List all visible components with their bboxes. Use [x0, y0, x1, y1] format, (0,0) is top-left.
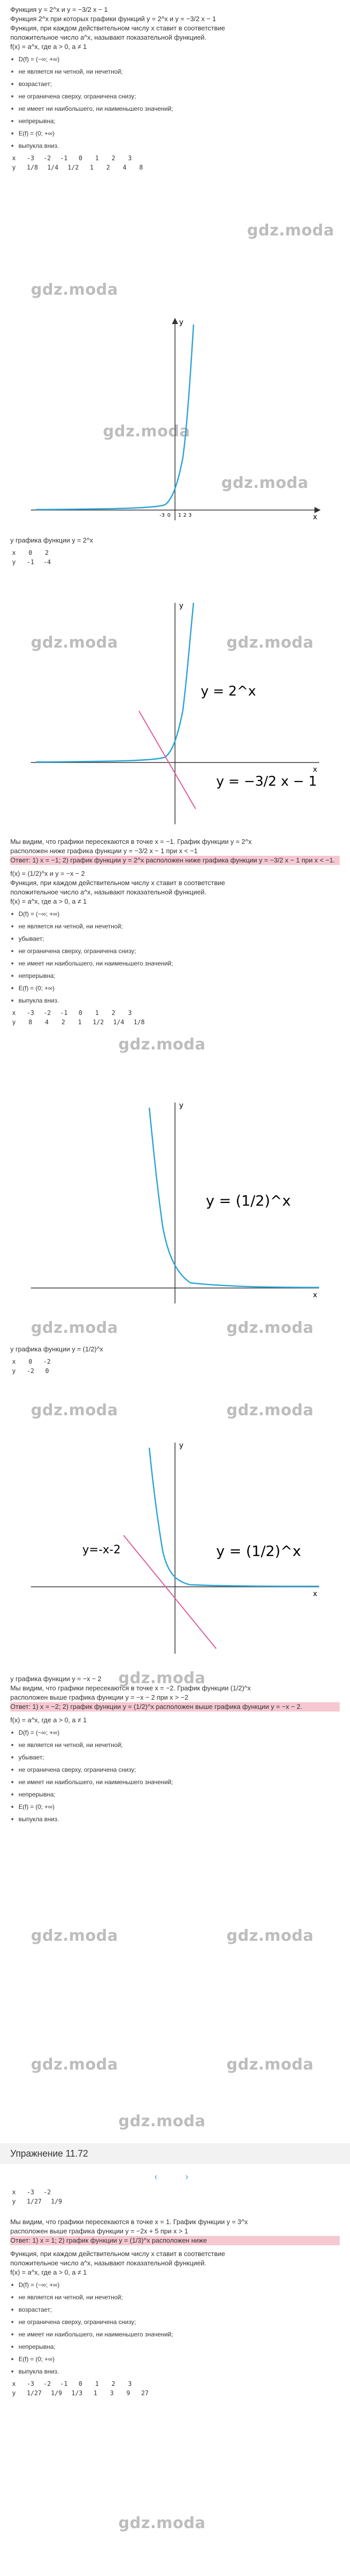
answer-highlight: Ответ: 1) x = −1; 2) график функции y = 2^x расположен ниже графика функции y = −3/2 x − 1 при x < −1.	[10, 856, 340, 865]
properties-list	[10, 1728, 340, 1824]
property-item: не ограничена сверху, ограничена снизу;	[10, 946, 340, 956]
answer-highlight: Ответ: 1) x = 1; 2) график функции y = (1/3)^x расположен ниже	[10, 2236, 340, 2245]
watermark: gdz.moda	[31, 2056, 118, 2074]
text-line: Мы видим, что графики пересекаются в точке x = 1. График функции y = 3^x	[10, 2218, 248, 2226]
table-cell: 2	[111, 2380, 115, 2387]
properties-list	[10, 909, 340, 1005]
property-item: не является ни четной, ни нечетной;	[10, 1740, 340, 1750]
y-axis-label: y	[179, 318, 184, 327]
table-cell: y	[12, 2198, 16, 2205]
property-item: не ограничена сверху, ограничена снизу;	[10, 1765, 340, 1774]
table-cell: 27	[141, 2389, 149, 2397]
next-arrow-icon[interactable]: ›	[185, 2172, 188, 2182]
line-negative	[124, 1535, 216, 1649]
text-line: Функция, при каждом действительном числу x ставит в соответствие	[10, 24, 225, 32]
table-cell: 2	[111, 155, 115, 162]
formula: f(x) = a^x, где a > 0, a ≠ 1	[10, 1716, 87, 1724]
watermark: gdz.moda	[118, 1669, 206, 1687]
tick-label: 3	[188, 513, 192, 518]
curve-2x	[36, 325, 194, 510]
table-cell: -2	[43, 1009, 51, 1016]
table-cell: 1	[78, 1019, 82, 1026]
table-row-x	[10, 2189, 340, 2198]
table-cell: x	[12, 155, 16, 162]
watermark: gdz.moda	[221, 474, 309, 492]
property-item: выпукла вниз.	[10, 141, 340, 150]
table-cell: 1/9	[50, 2198, 62, 2205]
table-cell: -4	[43, 558, 51, 566]
y-axis-label: y	[179, 602, 184, 610]
curve-2x	[36, 603, 194, 762]
formula: f(x) = (1/2)^x и y = −x − 2	[10, 870, 85, 877]
graph-label: y = 2^x	[201, 684, 256, 699]
table-cell: 1	[95, 155, 99, 162]
property-item: не является ни четной, ни нечетной;	[10, 922, 340, 931]
table-cell: 0	[78, 155, 82, 162]
table-cell: -2	[43, 155, 51, 162]
watermark: gdz.moda	[31, 281, 118, 299]
table-cell: y	[12, 1367, 16, 1375]
exercise-header	[0, 2143, 350, 2164]
table-cell: 8	[28, 1019, 32, 1026]
formula: f(x) = a^x, где a > 0, a ≠ 1	[10, 43, 87, 50]
table-cell: 1	[95, 2380, 99, 2387]
values-table	[10, 1009, 340, 1028]
table-cell: -1	[60, 1009, 68, 1016]
table-cell: -2	[43, 2380, 51, 2387]
text-line: у графика функции y = (1/2)^x	[10, 1345, 103, 1353]
graph-label: y = (1/2)^x	[206, 1192, 291, 1209]
table-cell: 1/2	[67, 164, 79, 171]
table-row-y	[10, 2198, 340, 2207]
watermark: gdz.moda	[103, 422, 190, 440]
table-cell: -1	[60, 2380, 68, 2387]
exercise-title: Упражнение 11.72	[10, 2148, 89, 2159]
watermark: gdz.moda	[118, 2112, 206, 2130]
tick-label: 1	[178, 513, 182, 518]
table-row-y	[10, 1367, 340, 1377]
table-cell: 8	[139, 164, 143, 171]
table-cell: -3	[27, 2380, 34, 2387]
table-cell: x	[12, 2380, 16, 2387]
exercise-block	[10, 2184, 340, 2399]
watermark: gdz.moda	[247, 222, 335, 240]
tick-label: -3	[160, 513, 165, 518]
values-table	[10, 2189, 340, 2207]
table-row-y	[10, 2389, 340, 2399]
property-item: непрерывна;	[10, 116, 340, 126]
watermark: gdz.moda	[226, 1927, 314, 1945]
table-cell: 3	[128, 2380, 132, 2387]
table-cell: x	[12, 549, 16, 556]
table-cell: 1/8	[133, 1019, 145, 1026]
formula: f(x) = a^x, где a > 0, a ≠ 1	[10, 897, 87, 905]
tick-label: 0	[167, 513, 171, 518]
table-cell: 2	[61, 1019, 65, 1026]
tick-label: 2	[183, 513, 187, 518]
text-line: расположен выше графика функции y = −2x + 5 при x > 1	[10, 2227, 188, 2235]
table-row-x	[10, 549, 340, 558]
watermark: gdz.moda	[226, 634, 314, 652]
text-line: расположен выше графика функции y = −x − 2 при x > −2	[10, 1693, 188, 1701]
x-axis-label: x	[313, 766, 318, 774]
table-cell: 1/4	[113, 1019, 125, 1026]
watermark: gdz.moda	[31, 1927, 118, 1945]
watermark: gdz.moda	[31, 1401, 118, 1419]
x-axis-label: x	[313, 513, 318, 521]
property-item: не имеет ни наибольшего, ни наименьшего значений;	[10, 959, 340, 968]
section-4	[10, 1345, 340, 1377]
values-table	[10, 1358, 340, 1377]
table-cell: 2	[45, 549, 49, 556]
table-row-x	[10, 155, 340, 164]
x-axis-label: x	[313, 1291, 318, 1299]
y-axis-label: y	[179, 1101, 184, 1110]
table-cell: 4	[45, 1019, 49, 1026]
property-item: E(f) = (0; +∞)	[10, 2354, 340, 2364]
text-line: Функция, при каждом действительном числу x ставит в соответствие	[10, 879, 225, 887]
table-cell: -2	[43, 2189, 51, 2196]
property-item: не ограничена сверху, ограничена снизу;	[10, 2317, 340, 2327]
table-cell: 3	[128, 1009, 132, 1016]
table-cell: -1	[27, 558, 34, 566]
graph-exp-half	[21, 1092, 329, 1309]
property-item: не является ни четной, ни нечетной;	[10, 67, 340, 76]
watermark: gdz.moda	[31, 1319, 118, 1337]
property-item: D(f) = (−∞; +∞)	[10, 55, 340, 64]
table-row-y	[10, 558, 340, 568]
table-cell: 9	[126, 2389, 130, 2397]
table-cell: -2	[43, 1358, 51, 1365]
text-line: Функция 2^x при которых графики функций y = 2^x и y = −3/2 x − 1	[10, 15, 216, 23]
text-line: Функция y = 2^x и y = −3/2 x − 1	[10, 6, 108, 13]
text-line: Мы видим, что графики пересекаются в точке x = −2. График функции (1/2)^x	[10, 1684, 251, 1692]
table-cell: -3	[27, 2189, 34, 2196]
text-line: положительное число a^x, называют показательной функцией.	[10, 33, 206, 41]
watermark: gdz.moda	[31, 634, 118, 652]
graph-label: y = −3/2 x − 1	[216, 774, 317, 789]
property-item: выпукла вниз.	[10, 2367, 340, 2376]
table-cell: 1/2	[93, 1019, 104, 1026]
table-cell: 3	[110, 2389, 114, 2397]
table-cell: 3	[128, 155, 132, 162]
property-item: убывает;	[10, 934, 340, 943]
property-item: не ограничена сверху, ограничена снизу;	[10, 92, 340, 101]
graph-intersection-1	[21, 592, 329, 829]
property-item: непрерывна;	[10, 2342, 340, 2351]
table-cell: y	[12, 1019, 16, 1026]
table-cell: y	[12, 2389, 16, 2397]
property-item: выпукла вниз.	[10, 996, 340, 1005]
table-cell: -3	[27, 1009, 34, 1016]
table-cell: 4	[122, 164, 127, 171]
section-1	[10, 5, 340, 173]
text-line: Мы видим, что графики пересекаются в точке x = −1. График функции y = 2^x	[10, 838, 252, 845]
table-cell: x	[12, 1009, 16, 1016]
table-cell: -2	[27, 1367, 34, 1375]
table-cell: 1/27	[27, 2198, 42, 2205]
table-cell: y	[12, 164, 16, 171]
property-item: D(f) = (−∞; +∞)	[10, 1728, 340, 1737]
property-item: не имеет ни наибольшего, ни наименьшего значений;	[10, 2330, 340, 2339]
property-item: возрастает;	[10, 2305, 340, 2314]
table-cell: x	[12, 2189, 16, 2196]
property-item: D(f) = (−∞; +∞)	[10, 909, 340, 919]
y-axis-label: y	[179, 1442, 184, 1450]
watermark: gdz.moda	[118, 2514, 206, 2532]
table-cell: -1	[60, 155, 68, 162]
table-cell: y	[12, 558, 16, 566]
watermark: gdz.moda	[226, 1401, 314, 1419]
table-cell: -3	[27, 155, 34, 162]
table-row-y	[10, 1019, 340, 1028]
property-item: возрастает;	[10, 79, 340, 89]
watermark: gdz.moda	[226, 2056, 314, 2074]
text-line: положительное число a^x, называют показательной функцией.	[10, 2259, 206, 2267]
text-line: Функция, при каждом действительном числу x ставит в соответствие	[10, 2250, 225, 2258]
table-cell: 2	[111, 1009, 115, 1016]
property-item: убывает;	[10, 1753, 340, 1762]
table-cell: 2	[106, 164, 110, 171]
section-5	[10, 1674, 340, 1827]
table-cell: 0	[28, 549, 32, 556]
property-item: E(f) = (0; +∞)	[10, 129, 340, 138]
table-cell: 1/9	[50, 2389, 62, 2397]
text-line: у графика функции y = −x − 2	[10, 1675, 102, 1683]
answer-highlight: Ответ: 1) x = −2; 2) график функции y = (1/2)^x расположен выше графика функции y = −x − 2.	[10, 1702, 340, 1711]
table-cell: 0	[78, 1009, 82, 1016]
section-2	[10, 536, 340, 568]
values-table	[10, 155, 340, 173]
section-3	[10, 837, 340, 1028]
table-cell: 1	[93, 2389, 97, 2397]
watermark: gdz.moda	[226, 1319, 314, 1337]
graph-label: y = (1/2)^x	[216, 1543, 301, 1560]
properties-list	[10, 55, 340, 150]
table-cell: x	[12, 1358, 16, 1365]
properties-list	[10, 2280, 340, 2376]
property-item: D(f) = (−∞; +∞)	[10, 2280, 340, 2290]
property-item: непрерывна;	[10, 1790, 340, 1799]
table-row-x	[10, 1009, 340, 1019]
table-cell: 0	[45, 1367, 49, 1375]
values-table	[10, 549, 340, 568]
table-row-y	[10, 164, 340, 173]
property-item: не является ни четной, ни нечетной;	[10, 2293, 340, 2302]
table-cell: 0	[78, 2380, 82, 2387]
table-row-x	[10, 1358, 340, 1367]
property-item: выпукла вниз.	[10, 1815, 340, 1824]
x-axis-label: x	[313, 1590, 318, 1598]
table-row-x	[10, 2380, 340, 2389]
graph-label: y=-x-2	[82, 1544, 121, 1556]
table-cell: 1	[95, 1009, 99, 1016]
table-cell: 1	[90, 164, 94, 171]
text-line: положительное число a^x, называют показательной функцией.	[10, 888, 206, 896]
prev-arrow-icon[interactable]: ‹	[154, 2172, 157, 2182]
graph-intersection-2	[21, 1432, 329, 1659]
property-item: не имеет ни наибольшего, ни наименьшего значений;	[10, 104, 340, 113]
property-item: E(f) = (0; +∞)	[10, 984, 340, 993]
table-cell: 1/4	[47, 164, 59, 171]
text-line: у графика функции y = 2^x	[10, 536, 93, 544]
graph-exp-2x	[21, 309, 329, 526]
property-item: не имеет ни наибольшего, ни наименьшего значений;	[10, 1777, 340, 1787]
text-line: расположен ниже графика функции y = −3/2 x − 1 при x < −1	[10, 847, 198, 855]
table-cell: 0	[28, 1358, 32, 1365]
table-cell: 1/3	[71, 2389, 83, 2397]
table-cell: 1/8	[27, 164, 38, 171]
property-item: E(f) = (0; +∞)	[10, 1802, 340, 1811]
property-item: непрерывна;	[10, 971, 340, 980]
watermark: gdz.moda	[118, 1036, 206, 1054]
table-cell: 1/27	[27, 2389, 42, 2397]
values-table	[10, 2380, 340, 2399]
formula: f(x) = a^x, где a > 0, a ≠ 1	[10, 2268, 87, 2276]
